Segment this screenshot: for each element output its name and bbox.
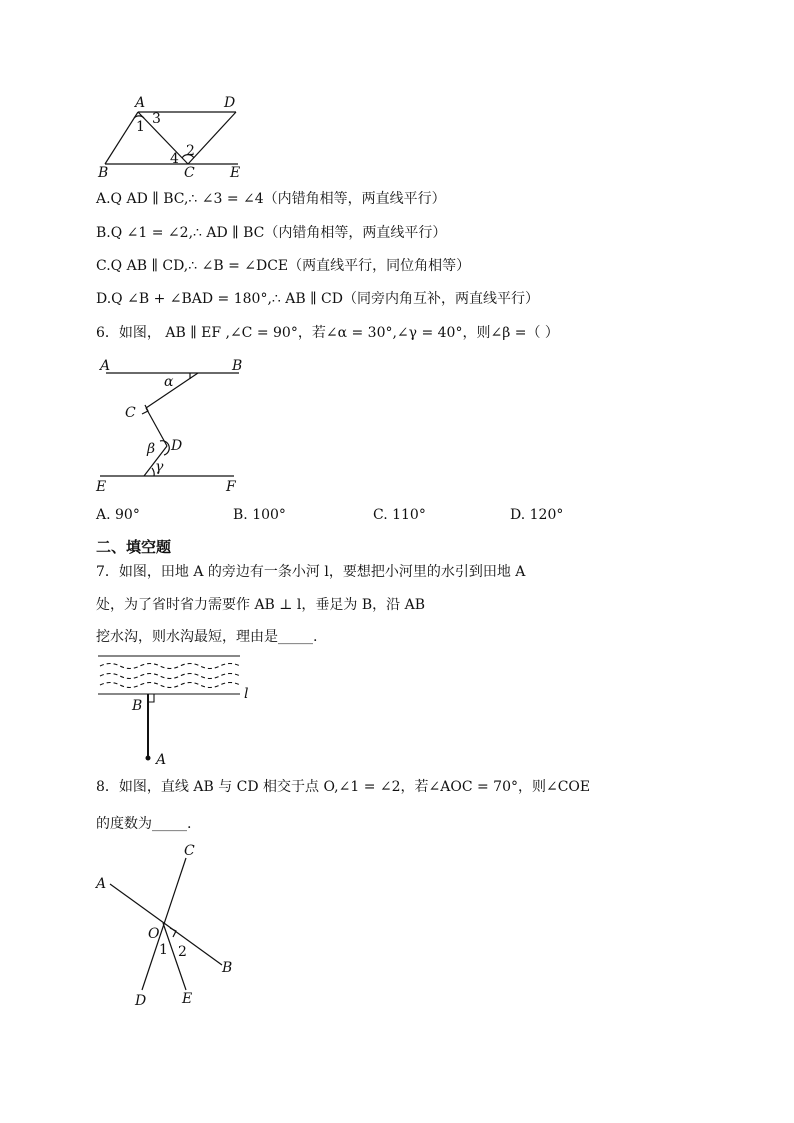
label-A: A (135, 95, 146, 111)
label-B: B (98, 165, 109, 181)
section-heading: 二、填空题 (96, 538, 172, 556)
label-F: F (226, 479, 236, 495)
angle-1-label: 1 (159, 942, 168, 958)
q6-option-c: C. 110° (373, 507, 426, 523)
angle-beta-label: β (147, 441, 156, 457)
q5-option-a: A.Q AD ∥ BC,∴ ∠3 = ∠4（内错角相等，两直线平行） (96, 191, 446, 207)
angle-4-label: 4 (170, 151, 179, 167)
figure-river (96, 652, 266, 767)
label-A: A (156, 752, 167, 768)
angle-2-label: 2 (178, 944, 187, 960)
figure-zigzag-parallel (94, 355, 274, 495)
q6-stem: 6．如图， AB ∥ EF ,∠C = 90°，若∠α = 30°,∠γ = 40°，则∠β =（ ） (96, 325, 559, 341)
label-C: C (184, 843, 195, 859)
q6-option-a: A. 90° (96, 507, 140, 523)
figure-intersecting-lines (90, 838, 250, 1013)
angle-gamma-label: γ (155, 459, 164, 475)
angle-1-label: 1 (136, 119, 145, 135)
label-E: E (230, 165, 241, 181)
q7-line-1: 7．如图，田地 A 的旁边有一条小河 l，要想把小河里的水引到田地 A (96, 564, 526, 580)
angle-2-label: 2 (186, 143, 195, 159)
q7-line-3: 挖水沟，则水沟最短，理由是_____. (96, 629, 318, 645)
label-C: C (184, 165, 195, 181)
label-D: D (135, 993, 147, 1009)
label-O: O (148, 926, 160, 942)
q8-line-1: 8．如图，直线 AB 与 CD 相交于点 O,∠1 = ∠2，若∠AOC = 70°，则∠COE (96, 779, 591, 795)
angle-3-label: 3 (152, 111, 161, 127)
q5-option-b: B.Q ∠1 = ∠2,∴ AD ∥ BC（内错角相等，两直线平行） (96, 225, 447, 241)
q7-line-2: 处，为了省时省力需要作 AB ⊥ l，垂足为 B，沿 AB (96, 597, 425, 613)
label-B: B (232, 358, 243, 374)
q6-option-b: B. 100° (233, 507, 286, 523)
label-D: D (224, 95, 236, 111)
q5-option-d: D.Q ∠B + ∠BAD = 180°,∴ AB ∥ CD（同旁内角互补，两直线平行） (96, 291, 539, 307)
label-E: E (96, 479, 107, 495)
angle-alpha-label: α (164, 374, 174, 390)
figure-parallelogram (90, 92, 290, 182)
label-B: B (132, 698, 143, 714)
label-B: B (222, 960, 233, 976)
label-l: l (244, 686, 249, 702)
label-C: C (125, 405, 136, 421)
label-A: A (100, 358, 111, 374)
label-D: D (171, 438, 183, 454)
label-A: A (96, 876, 107, 892)
label-E: E (182, 991, 193, 1007)
q6-option-d: D. 120° (510, 507, 564, 523)
q5-option-c: C.Q AB ∥ CD,∴ ∠B = ∠DCE（两直线平行，同位角相等） (96, 258, 471, 274)
q8-line-2: 的度数为_____. (96, 816, 192, 832)
